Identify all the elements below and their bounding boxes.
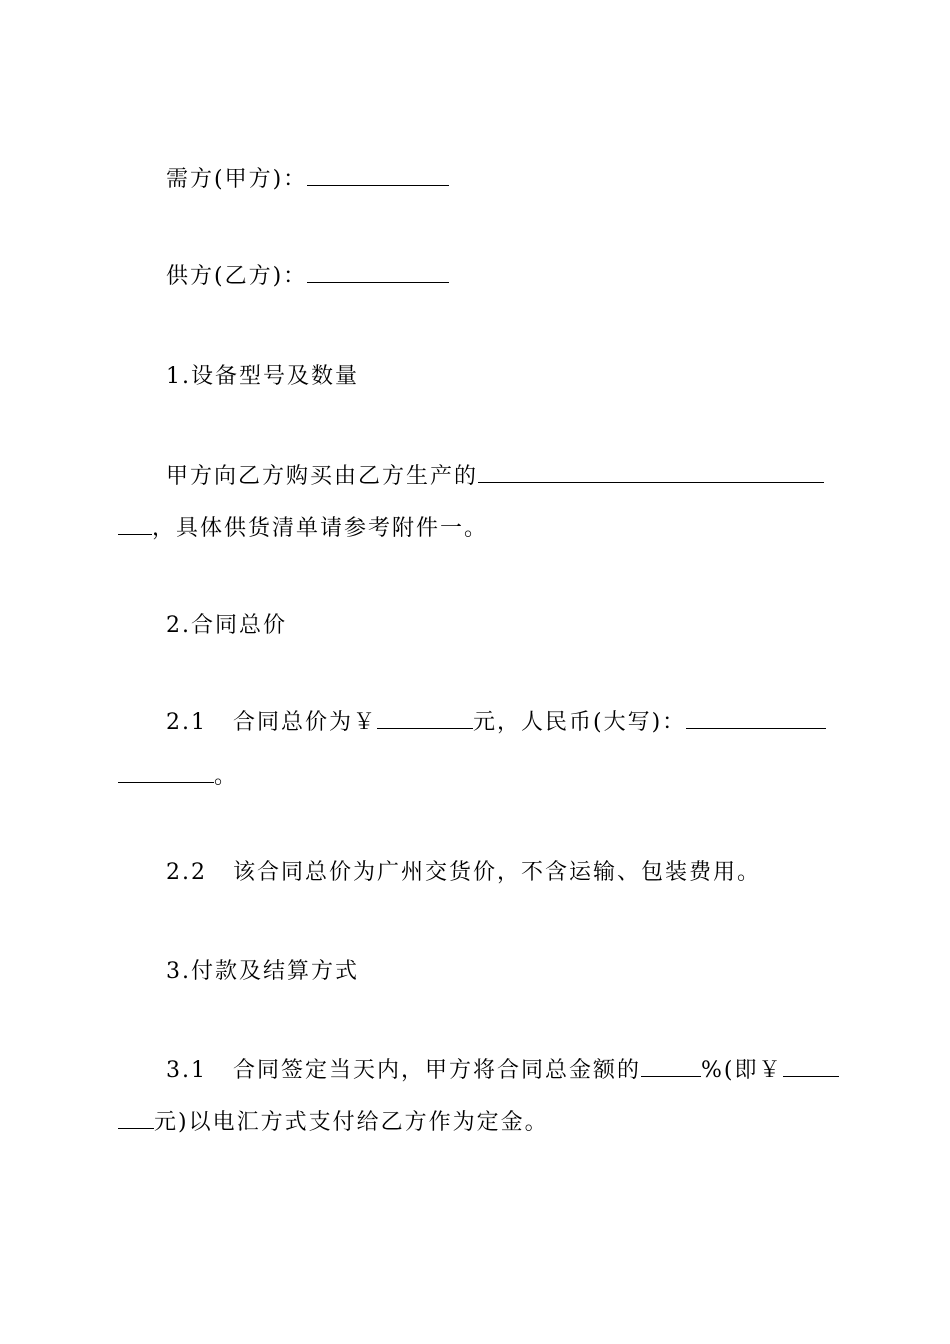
deposit-amount-blank [783,1056,839,1077]
percent-blank [641,1056,701,1077]
rmb-text: 元，人民币(大写)： [473,710,687,735]
buyer-blank [307,165,449,186]
item-number: 2.1 [166,710,207,735]
delivery-price-text: 该合同总价为广州交货价，不含运输、包装费用。 [233,860,762,885]
section2-item1-line1 [166,708,826,738]
supplier-blank [307,262,449,283]
percent-text: %(即￥ [701,1058,783,1083]
product-blank [478,462,824,483]
section1-text-b: ，具体供货清单请参考附件一。 [152,516,489,541]
item-number: 2.2 [166,860,207,885]
section2-item2 [166,858,761,888]
price-amount-blank [377,708,473,729]
section3-item1-line2 [118,1108,549,1138]
buyer-line [166,165,449,195]
total-price-text: 合同总价为￥ [233,710,378,735]
section2-item1-line2 [118,762,238,792]
section3-heading: 3.付款及结算方式 [166,959,359,984]
product-blank-cont [118,514,152,535]
supplier-label: 供方(乙方)： [166,264,308,289]
deposit-text: 合同签定当天内，甲方将合同总金额的 [233,1058,642,1083]
section1-line2 [118,514,488,544]
rmb-uppercase-blank-cont [118,762,214,783]
rmb-uppercase-blank [686,708,826,729]
section1-heading: 1.设备型号及数量 [166,364,359,389]
section2-heading: 2.合同总价 [166,613,287,638]
section3-item1-line1 [166,1056,839,1086]
deposit-amount-blank-cont [118,1108,154,1129]
wire-transfer-text: 元)以电汇方式支付给乙方作为定金。 [154,1110,549,1135]
section1-line1 [166,462,824,492]
period: 。 [214,764,239,789]
section1-text-a: 甲方向乙方购买由乙方生产的 [166,464,479,489]
buyer-label: 需方(甲方)： [166,167,308,192]
supplier-line [166,262,449,292]
item-number: 3.1 [166,1058,207,1083]
